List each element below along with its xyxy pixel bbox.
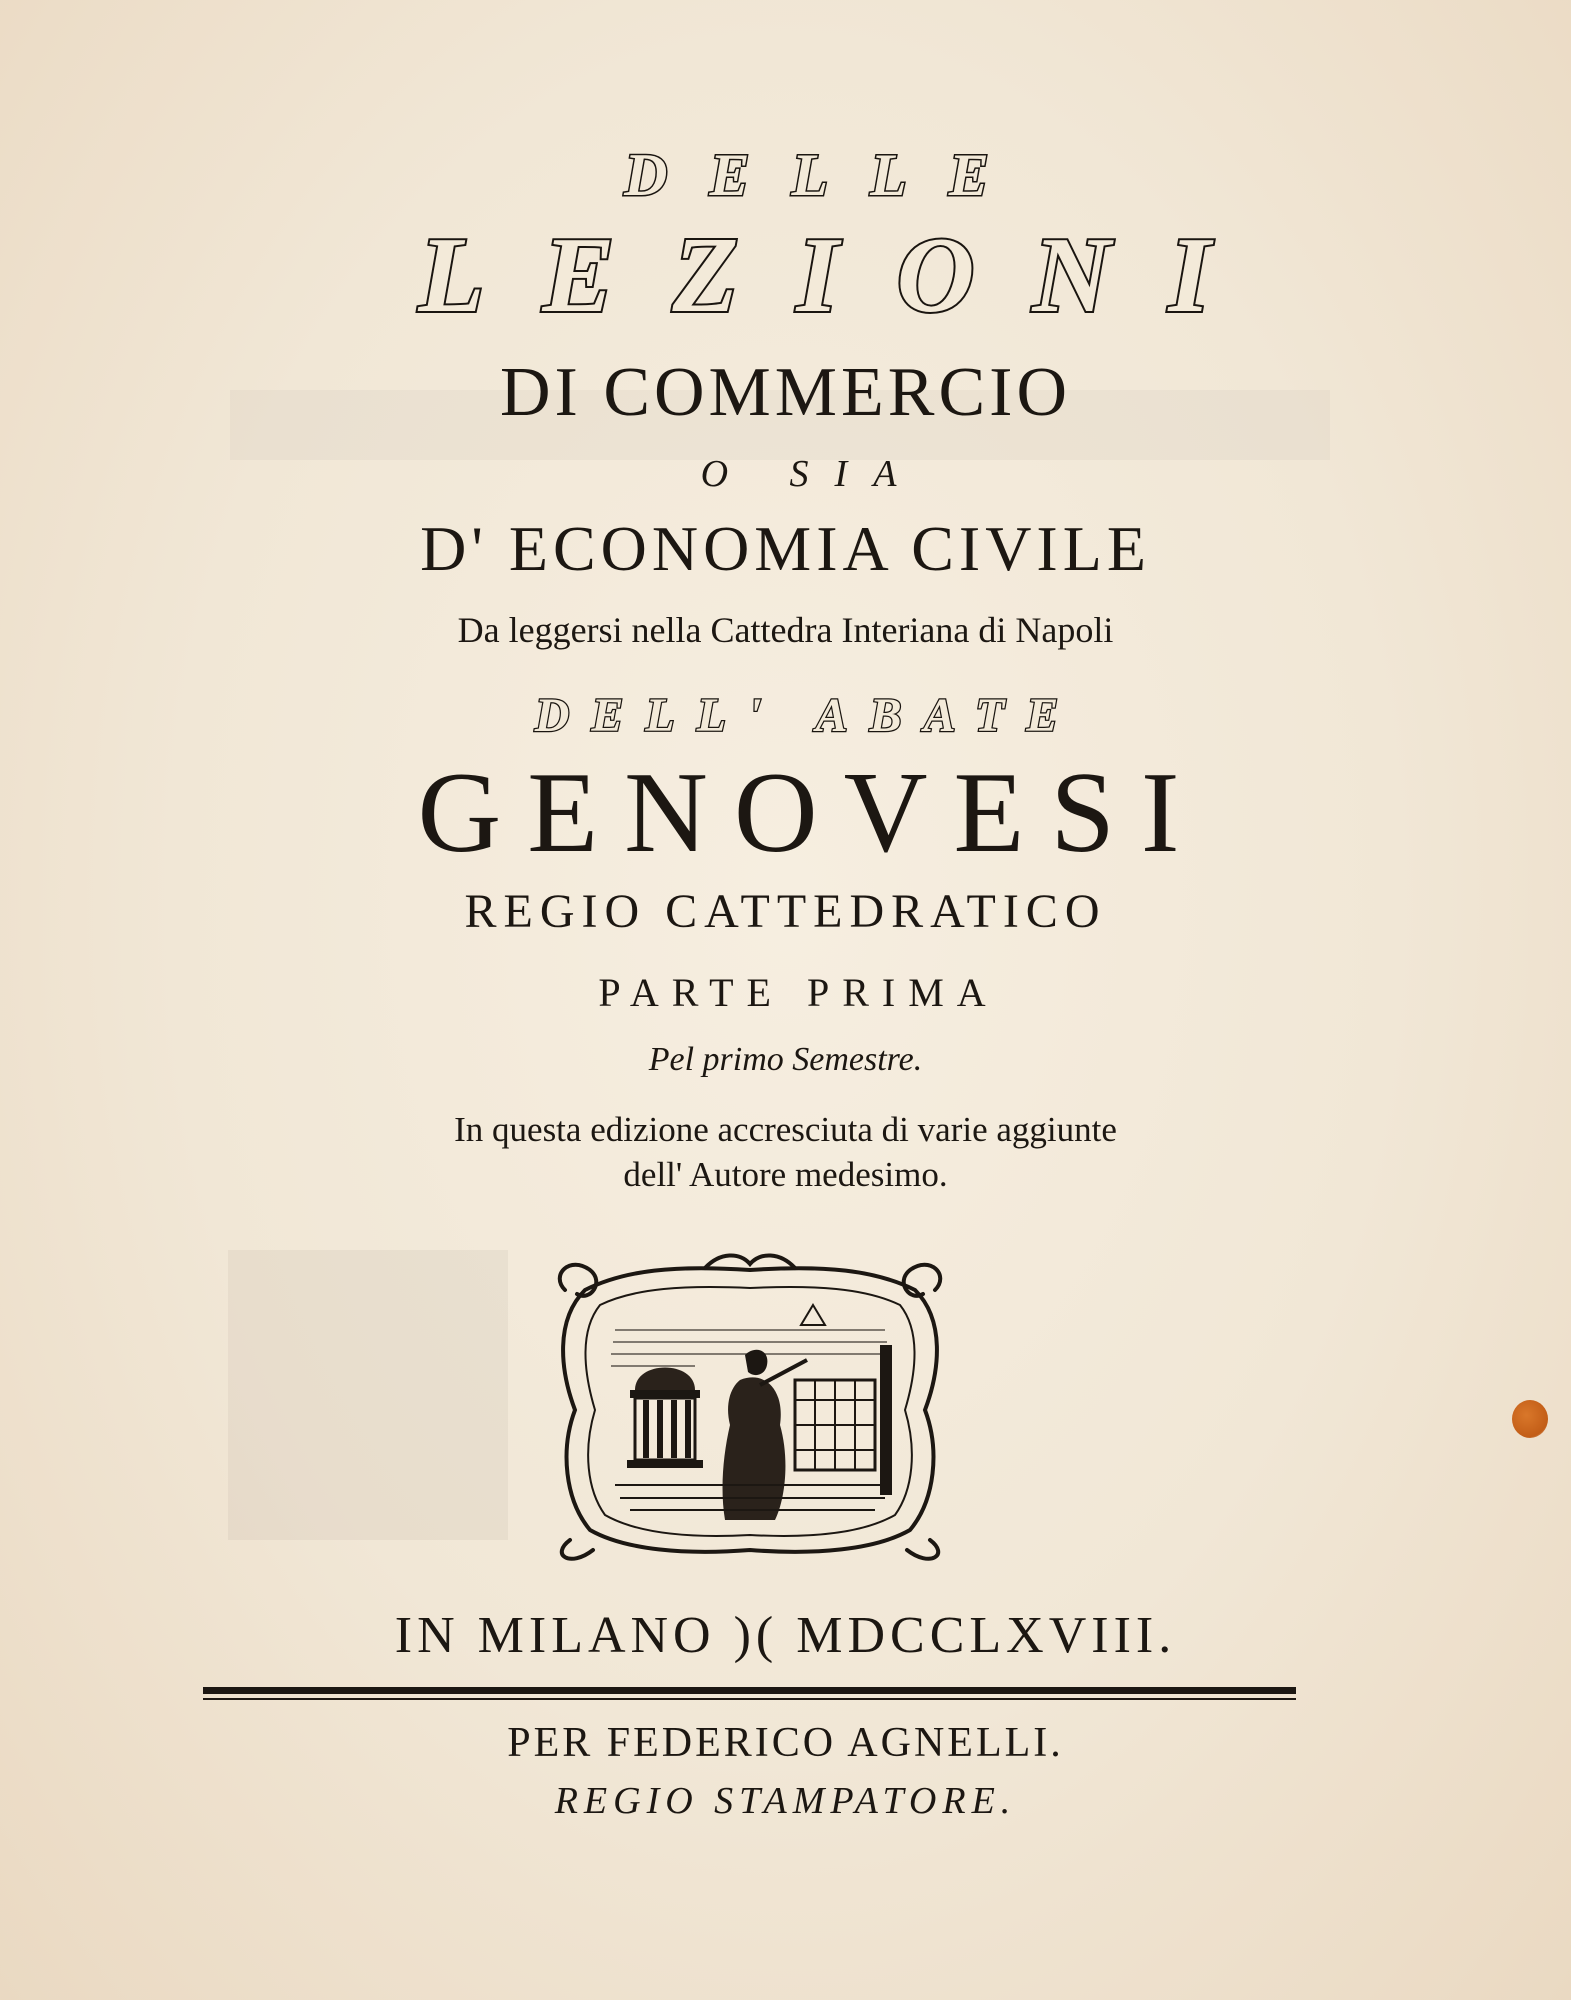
title-line-commercio: DI COMMERCIO bbox=[499, 354, 1072, 431]
show-through-block bbox=[228, 1250, 508, 1540]
imprint-place-date: IN MILANO )( MDCCLXVIII. bbox=[394, 1607, 1177, 1664]
title-line-economia-civile: D' ECONOMIA CIVILE bbox=[420, 513, 1151, 584]
author-title: REGIO CATTEDRATICO bbox=[464, 885, 1107, 938]
imprint-rule-thin bbox=[203, 1698, 1296, 1700]
title-line-o-sia: O SIA bbox=[700, 453, 923, 495]
woodcut-vignette bbox=[545, 1250, 955, 1570]
paper-stain bbox=[1512, 1400, 1548, 1438]
edition-note-line2: dell' Autore medesimo. bbox=[623, 1155, 948, 1194]
author-name: GENOVESI bbox=[417, 749, 1206, 877]
subtitle-cattedra: Da leggersi nella Cattedra Interiana di Napoli bbox=[457, 610, 1114, 650]
semester-note: Pel primo Semestre. bbox=[648, 1041, 923, 1078]
title-line-lezioni: LEZIONI bbox=[418, 216, 1269, 335]
edition-note-line1: In questa edizione accresciuta di varie aggiunte bbox=[454, 1110, 1117, 1149]
volume-part: PARTE PRIMA bbox=[598, 970, 999, 1015]
imprint-rule-thick bbox=[203, 1687, 1296, 1694]
title-line-delle: DELLE bbox=[624, 142, 1031, 208]
imprint-printer: PER FEDERICO AGNELLI. bbox=[507, 1720, 1064, 1766]
author-prefix: DELL' ABATE bbox=[534, 689, 1081, 742]
imprint-printer-title: REGIO STAMPATORE. bbox=[554, 1780, 1017, 1822]
